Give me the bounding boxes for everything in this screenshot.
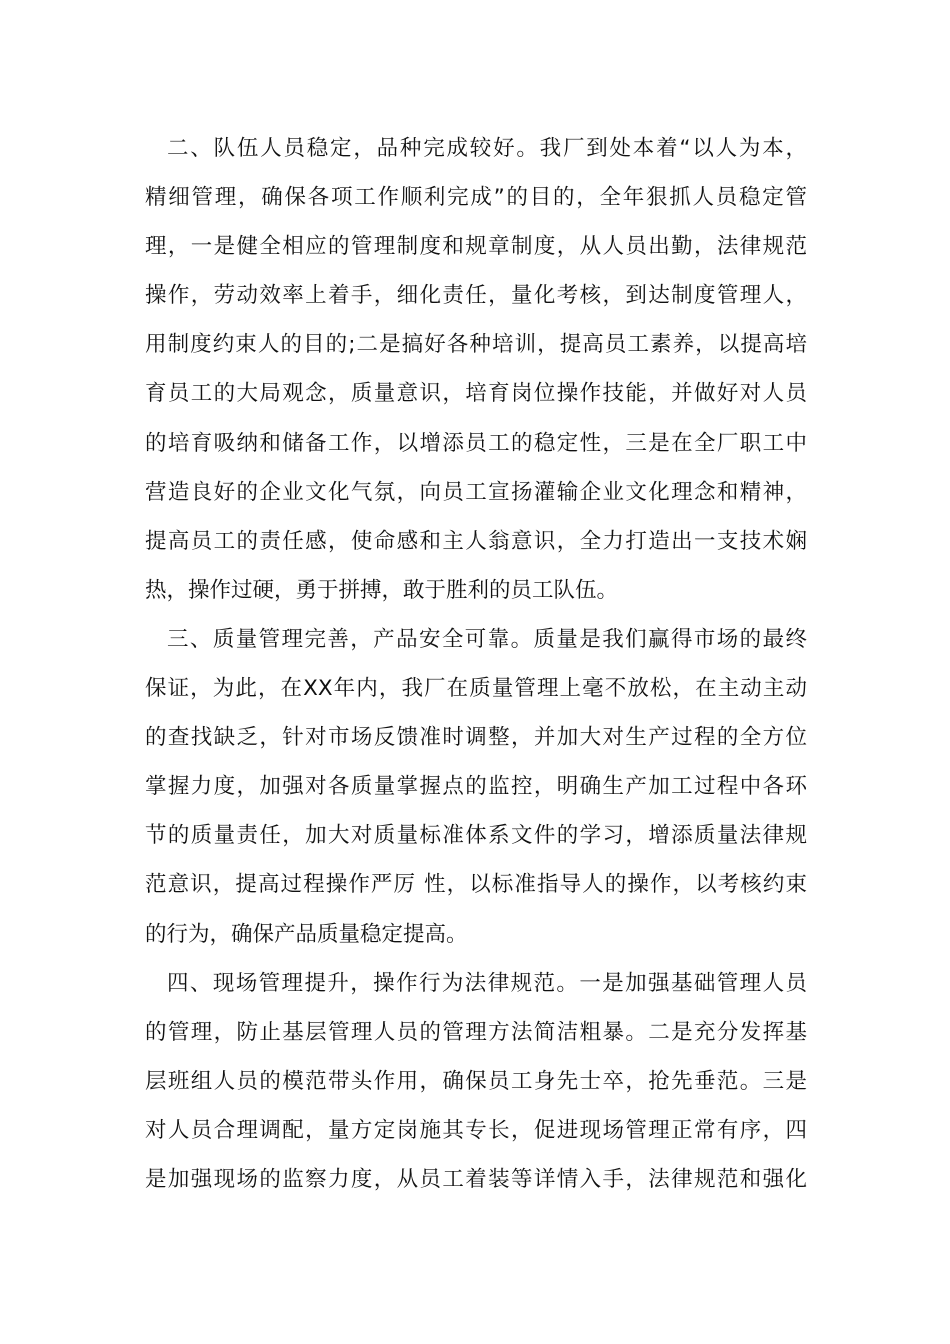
paragraph-3-line-3: 的查找缺乏，针对市场反馈准时调整，并加大对生产过程的全方位 [145, 725, 807, 751]
paragraph-4-line-3: 层班组人员的模范带头作用，确保员工身先士卒，抢先垂范。三是 [145, 1068, 807, 1094]
paragraph-3-line-5: 节的质量责任，加大对质量标准体系文件的学习，增添质量法律规 [145, 823, 807, 849]
paragraph-3-line-7: 的行为，确保产品质量稳定提高。 [145, 921, 468, 947]
paragraph-2-line-5: 用制度约束人的目的;二是搞好各种培训，提高员工素养，以提高培 [145, 332, 807, 358]
paragraph-2-line-7: 的培育吸纳和储备工作，以增添员工的稳定性，三是在全厂职工中 [145, 430, 807, 456]
paragraph-2-line-6: 育员工的大局观念，质量意识，培育岗位操作技能，并做好对人员 [145, 381, 807, 407]
paragraph-2-line-10: 热，操作过硬，勇于拼搏，敢于胜利的员工队伍。 [145, 577, 619, 603]
paragraph-2-line-4: 操作，劳动效率上着手，细化责任，量化考核，到达制度管理人， [145, 283, 807, 309]
paragraph-3-line-4: 掌握力度，加强对各质量掌握点的监控，明确生产加工过程中各环 [145, 774, 807, 800]
paragraph-4-line-5: 是加强现场的监察力度，从员工着装等详情入手，法律规范和强化 [145, 1166, 807, 1192]
paragraph-2-line-1: 二、队伍人员稳定，品种完成较好。我厂到处本着“以人为本， [167, 136, 807, 161]
paragraph-2-line-8: 营造良好的企业文化气氛，向员工宣扬灌输企业文化理念和精神， [145, 479, 807, 505]
paragraph-2-line-3: 理，一是健全相应的管理制度和规章制度，从人员出勤，法律规范 [145, 234, 807, 260]
paragraph-2-line-9: 提高员工的责任感，使命感和主人翁意识，全力打造出一支技术娴 [145, 528, 807, 554]
paragraph-3-line-2: 保证，为此，在XX年内，我厂在质量管理上毫不放松，在主动主动 [145, 676, 807, 702]
paragraph-4-line-4: 对人员合理调配，量方定岗施其专长，促进现场管理正常有序，四 [145, 1117, 807, 1143]
paragraph-3-line-1: 三、质量管理完善，产品安全可靠。质量是我们赢得市场的最终 [167, 626, 807, 652]
paragraph-4-line-2: 的管理，防止基层管理人员的管理方法简洁粗暴。二是充分发挥基 [145, 1019, 807, 1045]
paragraph-2-line-2: 精细管理，确保各项工作顺利完成”的目的，全年狠抓人员稳定管 [145, 185, 807, 211]
document-body [145, 124, 807, 1204]
paragraph-4-line-1: 四、现场管理提升，操作行为法律规范。一是加强基础管理人员 [167, 970, 807, 996]
paragraph-3-line-6: 范意识，提高过程操作严厉 性，以标准指导人的操作，以考核约束 [145, 872, 807, 898]
